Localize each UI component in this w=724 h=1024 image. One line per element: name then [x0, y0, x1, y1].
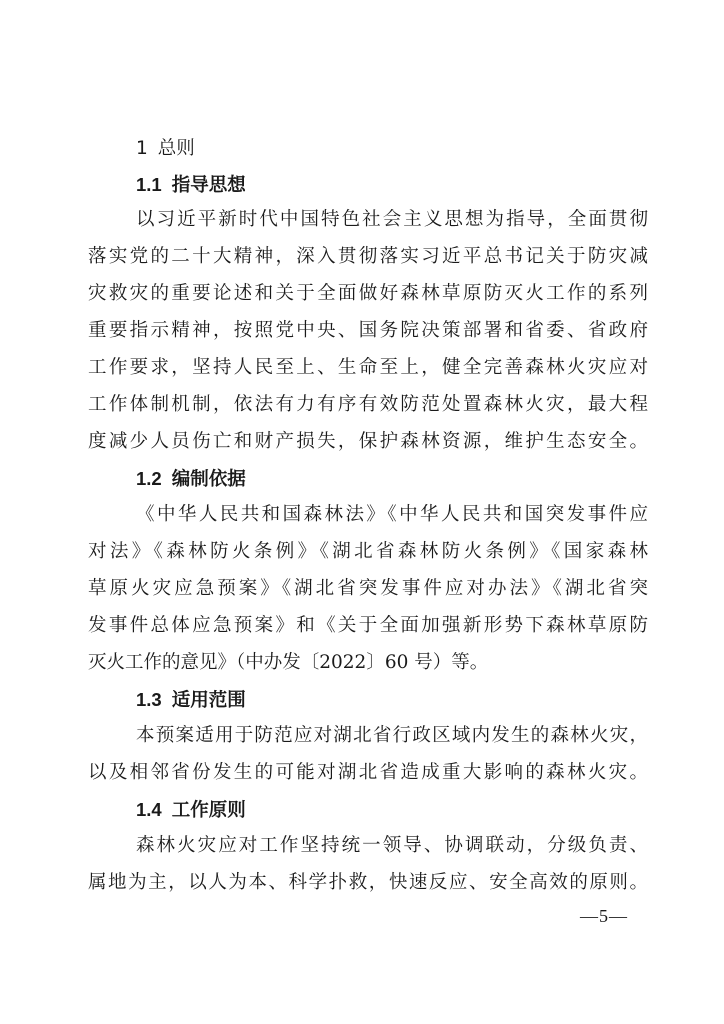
section-heading: [136, 172, 246, 199]
paragraph-line: 属地为主，以人为本、科学扑救，快速反应、安全高效的原则。: [88, 872, 648, 893]
paragraph-line: 以习近平新时代中国特色社会主义思想为指导，全面贯彻: [136, 209, 648, 230]
chapter-title: 总则: [157, 138, 195, 159]
section-number: 1.3: [136, 689, 162, 710]
paragraph-line: 发事件总体应急预案》和《关于全面加强新形势下森林草原防: [88, 615, 648, 636]
paragraph-line: 《中华人民共和国森林法》《中华人民共和国突发事件应: [136, 504, 648, 525]
paragraph-line: 草原火灾应急预案》《湖北省突发事件应对办法》《湖北省突: [88, 578, 648, 599]
paragraph-line: 以及相邻省份发生的可能对湖北省造成重大影响的森林火灾。: [88, 762, 648, 783]
paragraph-line: 工作要求，坚持人民至上、生命至上，健全完善森林火灾应对: [88, 357, 648, 378]
section-number: 1.1: [136, 174, 162, 195]
chapter-number: 1: [136, 138, 148, 159]
section-heading: [136, 797, 246, 824]
section-title: 适用范围: [171, 690, 246, 711]
paragraph-line: 度减少人员伤亡和财产损失，保护森林资源，维护生态安全。: [88, 431, 648, 452]
section-heading: [136, 466, 246, 493]
section-heading: [136, 687, 246, 714]
paragraph-line: 重要指示精神，按照党中央、国务院决策部署和省委、省政府: [88, 320, 648, 341]
chapter-heading: [136, 136, 195, 162]
section-title: 工作原则: [171, 800, 246, 821]
page-number: —5—: [580, 906, 628, 926]
section-number: 1.4: [136, 799, 162, 820]
section-title: 指导思想: [171, 175, 246, 196]
section-number: 1.2: [136, 468, 162, 489]
paragraph-line: 工作体制机制，依法有力有序有效防范处置森林火灾，最大程: [88, 394, 648, 415]
paragraph-line: 灾救灾的重要论述和关于全面做好森林草原防灭火工作的系列: [88, 283, 648, 304]
paragraph-line: 森林火灾应对工作坚持统一领导、协调联动，分级负责、: [136, 835, 648, 856]
paragraph-line: 本预案适用于防范应对湖北省行政区域内发生的森林火灾，: [136, 725, 648, 746]
section-title: 编制依据: [171, 469, 246, 490]
paragraph-line: 灭火工作的意见》（中办发〔2022〕60 号）等。: [88, 652, 489, 673]
paragraph-line: 落实党的二十大精神，深入贯彻落实习近平总书记关于防灾减: [88, 246, 648, 267]
paragraph-line: 对法》《森林防火条例》《湖北省森林防火条例》《国家森林: [88, 541, 648, 562]
